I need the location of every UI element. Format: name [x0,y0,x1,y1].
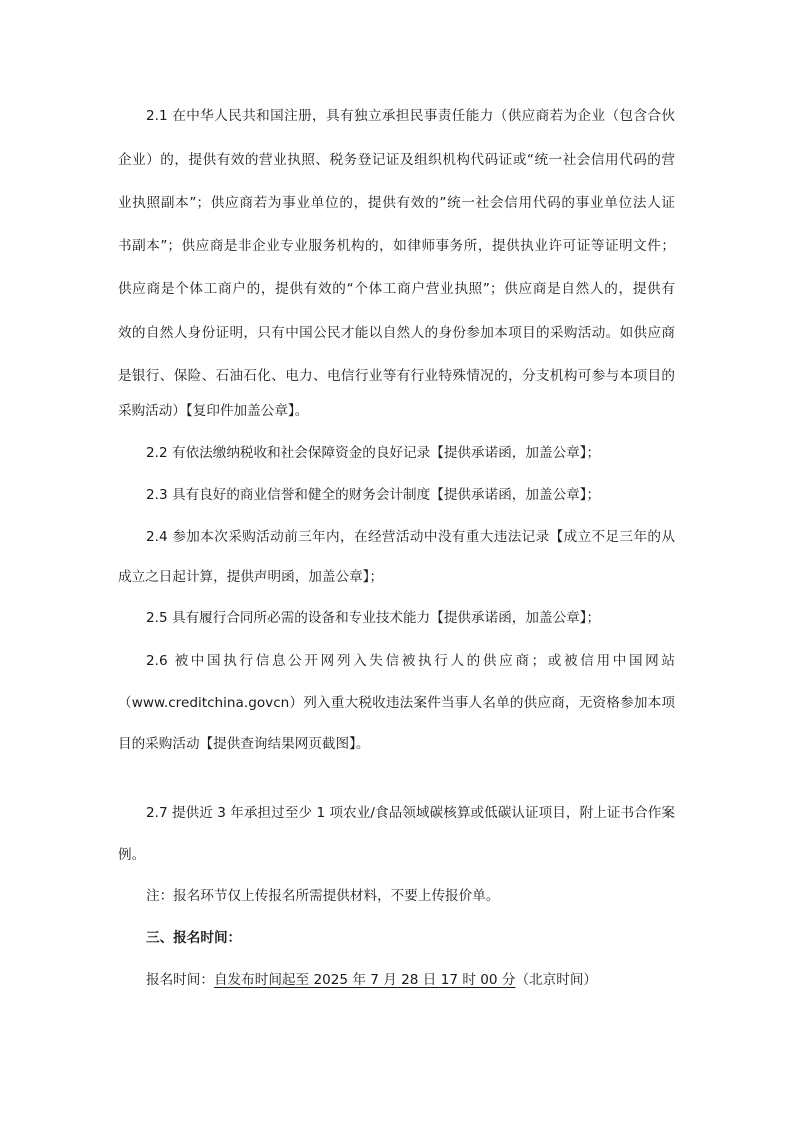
item-2-1-line: 是银行、保险、石油石化、电力、电信行业等有行业特殊情况的，分支机构可参与本项目的 [118,368,675,384]
item-2-1-line: 书副本”；供应商是非企业专业服务机构的，如律师事务所，提供执业许可证等证明文件； [118,238,675,254]
item-2-6-line: （www.creditchina.govcn）列入重大税收违法案件当事人名单的供应商，无资格参加本项 [118,695,676,711]
item-2-1-line: 供应商是个体工商户的，提供有效的“个体工商户营业执照”；供应商是自然人的，提供有 [118,281,675,297]
note: 注：报名环节仅上传报名所需提供材料，不要上传报价单。 [146,888,500,904]
item-2-4-line: 成立之日起计算，提供声明函，加盖公章】； [118,569,384,585]
registration-time-label: 报名时间： [146,972,214,988]
item-2-6-line: 目的采购活动【提供查询结果网页截图】。 [118,736,370,752]
registration-time-suffix: （北京时间） [515,972,598,988]
item-2-5: 2.5 具有履行合同所必需的设备和专业技术能力【提供承诺函，加盖公章】； [146,610,601,626]
item-2-3: 2.3 具有良好的商业信誉和健全的财务会计制度【提供承诺函，加盖公章】； [146,487,601,503]
section-3-heading: 三、报名时间： [146,930,242,946]
item-2-6-line: 2.6 被中国执行信息公开网列入失信被执行人的供应商；或被信用中国网站 [146,653,675,669]
registration-time [146,970,675,990]
item-2-7-line: 2.7 提供近 3 年承担过至少 1 项农业/食品领域碳核算或低碳认证项目，附上证书合作案 [146,805,675,821]
item-2-1-line: 效的自然人身份证明，只有中国公民才能以自然人的身份参加本项目的采购活动。如供应商 [118,325,675,341]
item-2-4-line: 2.4 参加本次采购活动前三年内，在经营活动中没有重大违法记录【成立不足三年的从 [146,529,675,545]
item-2-1-line: 采购活动）【复印件加盖公章】。 [118,403,309,419]
item-2-1-line: 企业）的，提供有效的营业执照、税务登记证及组织机构代码证或“统一社会信用代码的营 [118,152,675,168]
item-2-1-line: 2.1 在中华人民共和国注册，具有独立承担民事责任能力（供应商若为企业（包含合伙 [146,108,675,124]
registration-time-value: 自发布时间起至 2025 年 7 月 28 日 17 时 00 分 [213,972,516,988]
item-2-2: 2.2 有依法缴纳税收和社会保障资金的良好记录【提供承诺函，加盖公章】； [146,445,601,461]
item-2-7-line: 例。 [118,847,146,863]
item-2-1-line: 业执照副本”；供应商若为事业单位的，提供有效的”统一社会信用代码的事业单位法人证 [118,195,675,211]
